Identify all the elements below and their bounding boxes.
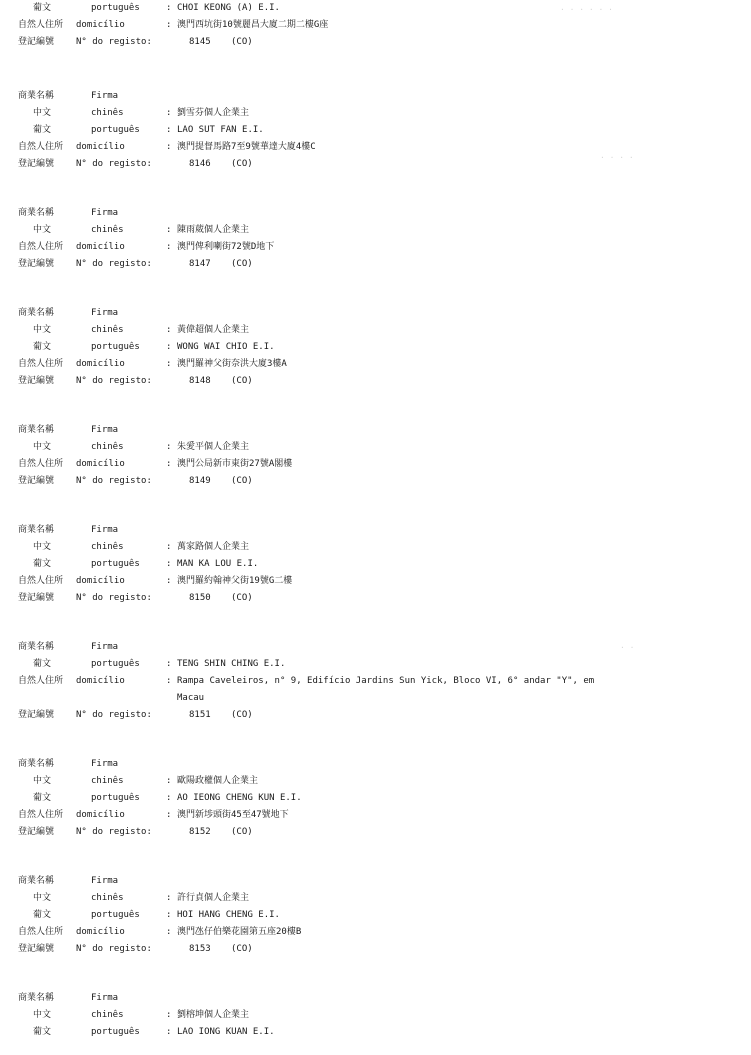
separator: : (166, 359, 172, 369)
registry-suffix: (CO) (231, 944, 253, 954)
registry-number: 8149 (189, 476, 211, 486)
firma-label-pt: Firma (91, 642, 119, 652)
chinese-label-pt: chinês (91, 442, 124, 452)
domicile-label-pt: domicílio (76, 927, 125, 937)
registry-suffix: (CO) (231, 593, 253, 603)
registry-number: 8151 (189, 710, 211, 720)
firm-name-portuguese: HOI HANG CHENG E.I. (177, 910, 280, 920)
registry-label-zh: 登記編號 (18, 37, 55, 47)
portuguese-label-pt: português (91, 910, 140, 920)
firm-name-portuguese: MAN KA LOU E.I. (177, 559, 259, 569)
registry-label-pt: N° do registo: (76, 376, 152, 386)
chinese-label-zh: 中文 (33, 108, 52, 118)
registry-label-zh: 登記編號 (18, 827, 55, 837)
firm-name-chinese: 黃偉超個人企業主 (177, 325, 250, 335)
chinese-label-zh: 中文 (33, 325, 52, 335)
registry-number: 8153 (189, 944, 211, 954)
chinese-label-pt: chinês (91, 893, 124, 903)
portuguese-label-pt: português (91, 559, 140, 569)
chinese-label-zh: 中文 (33, 776, 52, 786)
separator: : (166, 125, 172, 135)
separator: : (166, 810, 172, 820)
portuguese-label-pt: português (91, 125, 140, 135)
chinese-label-pt: chinês (91, 1010, 124, 1020)
domicile-value: 澳門提督馬路7至9號華達大廈4樓C (177, 142, 316, 152)
separator: : (166, 1027, 172, 1037)
registry-label-pt: N° do registo: (76, 259, 152, 269)
firma-label-zh: 商業名稱 (18, 425, 55, 435)
portuguese-label-zh: 葡文 (33, 793, 52, 803)
firm-name-portuguese: AO IEONG CHENG KUN E.I. (177, 793, 302, 803)
portuguese-label-pt: português (91, 3, 140, 13)
registry-label-pt: N° do registo: (76, 593, 152, 603)
registry-label-zh: 登記編號 (18, 159, 55, 169)
registry-number: 8152 (189, 827, 211, 837)
separator: : (166, 659, 172, 669)
firm-name-portuguese: WONG WAI CHIO E.I. (177, 342, 275, 352)
chinese-label-pt: chinês (91, 542, 124, 552)
domicile-value: 澳門新埗頭街45至47號地下 (177, 810, 289, 820)
separator: : (166, 108, 172, 118)
domicile-label-pt: domicílio (76, 20, 125, 30)
registry-suffix: (CO) (231, 710, 253, 720)
registry-suffix: (CO) (231, 37, 253, 47)
registry-suffix: (CO) (231, 376, 253, 386)
registry-number: 8147 (189, 259, 211, 269)
firma-label-zh: 商業名稱 (18, 876, 55, 886)
chinese-label-pt: chinês (91, 325, 124, 335)
chinese-label-zh: 中文 (33, 542, 52, 552)
registry-suffix: (CO) (231, 827, 253, 837)
domicile-label-zh: 自然人住所 (18, 576, 64, 586)
separator: : (166, 20, 172, 30)
domicile-label-zh: 自然人住所 (18, 242, 64, 252)
domicile-label-zh: 自然人住所 (18, 676, 64, 686)
separator: : (166, 325, 172, 335)
firm-name-portuguese: LAO IONG KUAN E.I. (177, 1027, 275, 1037)
domicile-label-zh: 自然人住所 (18, 459, 64, 469)
chinese-label-zh: 中文 (33, 225, 52, 235)
chinese-label-pt: chinês (91, 225, 124, 235)
portuguese-label-zh: 葡文 (33, 659, 52, 669)
firma-label-pt: Firma (91, 993, 119, 1003)
chinese-label-zh: 中文 (33, 893, 52, 903)
firma-label-pt: Firma (91, 525, 119, 535)
registry-number: 8150 (189, 593, 211, 603)
portuguese-label-zh: 葡文 (33, 910, 52, 920)
separator: : (166, 459, 172, 469)
firma-label-pt: Firma (91, 208, 119, 218)
separator: : (166, 3, 172, 13)
domicile-value: 澳門公局新市東街27號A閣樓 (177, 459, 293, 469)
registry-number: 8148 (189, 376, 211, 386)
firm-name-chinese: 許行貞個人企業主 (177, 893, 250, 903)
portuguese-label-pt: português (91, 1027, 140, 1037)
registry-label-zh: 登記編號 (18, 376, 55, 386)
domicile-label-pt: domicílio (76, 242, 125, 252)
registry-label-zh: 登記編號 (18, 259, 55, 269)
firma-label-pt: Firma (91, 91, 119, 101)
separator: : (166, 242, 172, 252)
registry-label-pt: N° do registo: (76, 37, 152, 47)
firm-name-chinese: 陳雨葳個人企業主 (177, 225, 250, 235)
bleed-through-noise: · · · · (600, 153, 634, 162)
firma-label-pt: Firma (91, 308, 119, 318)
registry-label-pt: N° do registo: (76, 827, 152, 837)
domicile-value-continuation: Macau (177, 693, 205, 703)
portuguese-label-pt: português (91, 793, 140, 803)
firma-label-zh: 商業名稱 (18, 208, 55, 218)
portuguese-label-zh: 葡文 (33, 3, 52, 13)
firma-label-zh: 商業名稱 (18, 91, 55, 101)
chinese-label-pt: chinês (91, 776, 124, 786)
domicile-value: 澳門西坑街10號麗昌大廈二期二樓G座 (177, 20, 329, 30)
firm-name-portuguese: LAO SUT FAN E.I. (177, 125, 264, 135)
separator: : (166, 776, 172, 786)
domicile-label-pt: domicílio (76, 810, 125, 820)
domicile-value: 澳門羅神父街奈洪大廈3樓A (177, 359, 287, 369)
registry-label-zh: 登記編號 (18, 593, 55, 603)
separator: : (166, 676, 172, 686)
domicile-label-pt: domicílio (76, 576, 125, 586)
domicile-label-zh: 自然人住所 (18, 927, 64, 937)
separator: : (166, 542, 172, 552)
portuguese-label-zh: 葡文 (33, 125, 52, 135)
portuguese-label-zh: 葡文 (33, 559, 52, 569)
registry-suffix: (CO) (231, 476, 253, 486)
registry-label-zh: 登記編號 (18, 476, 55, 486)
firma-label-pt: Firma (91, 759, 119, 769)
firm-name-chinese: 萬家路個人企業主 (177, 542, 250, 552)
firm-name-chinese: 歐陽政權個人企業主 (177, 776, 259, 786)
firm-name-chinese: 劉雪芬個人企業主 (177, 108, 250, 118)
firm-name-portuguese: CHOI KEONG (A) E.I. (177, 3, 280, 13)
domicile-label-pt: domicílio (76, 142, 125, 152)
registry-suffix: (CO) (231, 259, 253, 269)
bleed-through-noise: · · · · · · (560, 5, 613, 14)
registry-label-pt: N° do registo: (76, 159, 152, 169)
registry-label-pt: N° do registo: (76, 476, 152, 486)
chinese-label-zh: 中文 (33, 442, 52, 452)
separator: : (166, 342, 172, 352)
firma-label-zh: 商業名稱 (18, 993, 55, 1003)
domicile-value: 澳門氹仔伯樂花園第五座20樓B (177, 927, 302, 937)
registry-suffix: (CO) (231, 159, 253, 169)
separator: : (166, 576, 172, 586)
firma-label-zh: 商業名稱 (18, 525, 55, 535)
domicile-label-zh: 自然人住所 (18, 20, 64, 30)
firm-name-chinese: 朱愛平個人企業主 (177, 442, 250, 452)
domicile-label-zh: 自然人住所 (18, 142, 64, 152)
domicile-value: 澳門俾利喇街72號D地下 (177, 242, 275, 252)
registry-label-pt: N° do registo: (76, 710, 152, 720)
portuguese-label-pt: português (91, 342, 140, 352)
bleed-through-noise: · · (620, 643, 635, 652)
portuguese-label-pt: português (91, 659, 140, 669)
separator: : (166, 927, 172, 937)
registry-number: 8145 (189, 37, 211, 47)
separator: : (166, 142, 172, 152)
firma-label-zh: 商業名稱 (18, 308, 55, 318)
separator: : (166, 559, 172, 569)
firma-label-zh: 商業名稱 (18, 642, 55, 652)
domicile-label-pt: domicílio (76, 676, 125, 686)
firm-name-chinese: 劉榕坤個人企業主 (177, 1010, 250, 1020)
domicile-label-pt: domicílio (76, 459, 125, 469)
registry-label-pt: N° do registo: (76, 944, 152, 954)
domicile-label-zh: 自然人住所 (18, 810, 64, 820)
separator: : (166, 225, 172, 235)
domicile-value: 澳門羅約翰神父街19號G二樓 (177, 576, 293, 586)
portuguese-label-zh: 葡文 (33, 1027, 52, 1037)
separator: : (166, 1010, 172, 1020)
separator: : (166, 910, 172, 920)
firma-label-pt: Firma (91, 876, 119, 886)
portuguese-label-zh: 葡文 (33, 342, 52, 352)
chinese-label-pt: chinês (91, 108, 124, 118)
registry-number: 8146 (189, 159, 211, 169)
chinese-label-zh: 中文 (33, 1010, 52, 1020)
domicile-label-pt: domicílio (76, 359, 125, 369)
separator: : (166, 442, 172, 452)
firma-label-pt: Firma (91, 425, 119, 435)
separator: : (166, 793, 172, 803)
firma-label-zh: 商業名稱 (18, 759, 55, 769)
domicile-label-zh: 自然人住所 (18, 359, 64, 369)
firm-name-portuguese: TENG SHIN CHING E.I. (177, 659, 286, 669)
domicile-value: Rampa Caveleiros, n° 9, Edifício Jardins Sun Yick, Bloco VI, 6° andar "Y", em (177, 676, 595, 686)
registry-label-zh: 登記編號 (18, 944, 55, 954)
separator: : (166, 893, 172, 903)
registry-label-zh: 登記編號 (18, 710, 55, 720)
